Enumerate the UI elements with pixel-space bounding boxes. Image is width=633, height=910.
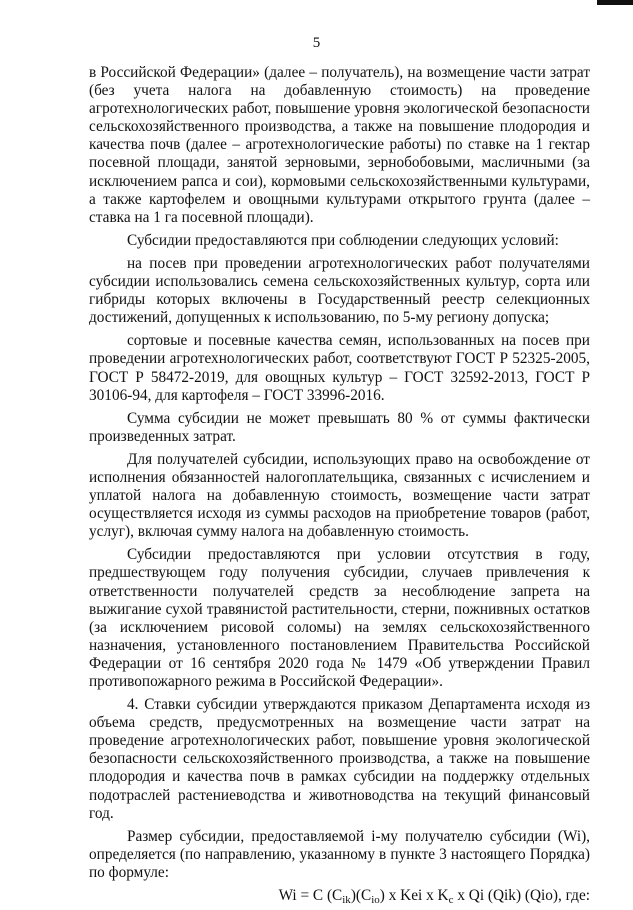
- formula-part-3: ) х Kei х K: [379, 887, 449, 905]
- paragraph-7: Субсидии предоставляются при условии отсутствия в году, предшествующем году получения субсидии, случаев привлечения к ответственности получателей средств за несоблюдение запрета на выжигание сухой травянистой растительности, стерни, пожнивных остатков (за исключением рисовой соломы) на землях сельскохозяйственного назначения, установленного постановлением Правительства Российской Федерации от 16 сентября 2020 года № 1479 «Об утверждении Правил противопожарного режима в Российской Федерации».: [89, 546, 590, 690]
- document-body: [89, 64, 590, 910]
- formula-sub-io: io: [371, 894, 380, 907]
- paragraph-1: в Российской Федерации» (далее – получатель), на возмещение части затрат (без учета налога на добавленную стоимость) на проведение агротехнологических работ, повышение уровня экологической безопасности сельскохозяйственного производства, а также на повышение плодородия и качества почв (далее – агротехнологические работы) по ставке на 1 гектар посевной площади, занятой зерновыми, зернобобовыми, масличными (за исключением рапса и сои), кормовыми сельскохозяйственными культурами, а также картофелем и овощными культурами открытого грунта (далее – ставка на 1 га посевной площади).: [89, 64, 590, 226]
- paragraph-9: Размер субсидии, предоставляемой i-му получателю субсидии (Wi), определяется (по направлению, указанному в пункте 3 настоящего Порядка) по формуле:: [89, 827, 590, 881]
- paragraph-3: на посев при проведении агротехнологических работ получателями субсидии использовались семена сельскохозяйственных культур, сорта или гибриды которых включены в Государственный реестр селекционных достижений, допущенных к использованию, по 5-му региону допуска;: [89, 254, 590, 327]
- formula-part-1: Wi = C (C: [278, 887, 343, 905]
- formula: [89, 887, 590, 905]
- corner-mark: [597, 0, 633, 5]
- paragraph-8: 4. Ставки субсидии утверждаются приказом Департамента исходя из объема средств, предусмотренных на возмещение части затрат на проведение агротехнологических работ, повышение уровня экологической безопасности сельскохозяйственного производства, а также на повышение плодородия и качества почв в рамках субсидии на поддержку отдельных подотраслей растениеводства и животноводства на текущий финансовый год.: [89, 696, 590, 822]
- formula-sub-ik: ik: [342, 894, 351, 907]
- formula-part-2: )(C: [350, 887, 372, 905]
- formula-part-4: х Qi (Qik) (Qio), где:: [453, 887, 590, 905]
- paragraph-4: сортовые и посевные качества семян, использованных на посев при проведении агротехнологических работ, соответствуют ГОСТ Р 52325-2005, ГОСТ Р 58472-2019, для овощных культур – ГОСТ 32592-2013, ГОСТ Р 30106-94, для картофеля – ГОСТ 33996-2016.: [89, 332, 590, 404]
- page-number: 5: [312, 35, 321, 51]
- formula-sub-c: c: [448, 894, 454, 907]
- paragraph-2: Субсидии предоставляются при соблюдении следующих условий:: [127, 231, 559, 249]
- paragraph-6: Для получателей субсидии, использующих право на освобождение от исполнения обязанностей налогоплательщика, связанных с исчислением и уплатой налога на добавленную стоимость, возмещение части затрат осуществляется исходя из суммы расходов на приобретение товаров (работ, услуг), включая сумму налога на добавленную стоимость.: [89, 450, 590, 541]
- paragraph-5: Сумма субсидии не может превышать 80 % от суммы фактически произведенных затрат.: [89, 409, 590, 445]
